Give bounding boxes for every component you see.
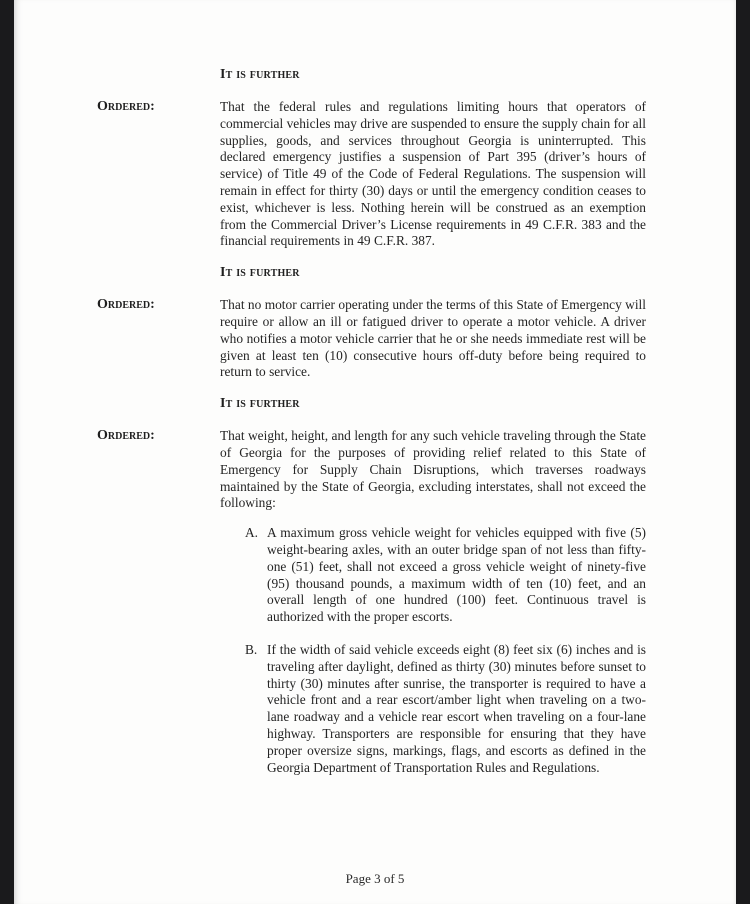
list-item-b (245, 642, 646, 776)
order-paragraph: That no motor carrier operating under the terms of this State of Emergency will require or allow an ill or fatigued driver to operate a motor vehicle. A driver who notifies a motor vehicle carrier that he or she needs immediate rest will be given at least ten (10) consecutive hours off-duty before being required to return to service. (220, 297, 646, 380)
order-paragraph: That weight, height, and length for any such vehicle traveling through the State of Georgia for the purposes of providing relief related to this State of Emergency for Supply Chain Disruptions, which traverses roadways maintained by the State of Georgia, excluding interstates, shall not exceed the following: (220, 428, 646, 511)
it-is-further-heading: It is further (220, 265, 300, 281)
order-paragraph: That the federal rules and regulations limiting hours that operators of commercial vehicles may drive are suspended to ensure the supply chain for all supplies, goods, and services throughout Georgia is uninterrupted. This declared emergency justifies a suspension of Part 395 (driver’s hours of service) of Title 49 of the Code of Federal Regulations. The suspension will remain in effect for thirty (30) days or until the emergency condition ceases to exist, whichever is less. Nothing herein will be construed as an exemption from the Commercial Driver’s License requirements in 49 C.F.R. 383 and the financial requirements in 49 C.F.R. 387. (220, 99, 646, 249)
order-row (97, 297, 646, 381)
list-item-a (245, 525, 646, 626)
ordered-label: Ordered: (97, 428, 155, 444)
order-row (97, 99, 646, 250)
page-number-footer: Page 3 of 5 (345, 871, 405, 886)
ordered-label: Ordered: (97, 297, 155, 313)
conditions-list (97, 525, 646, 776)
order-section-1 (97, 66, 646, 250)
order-section-2 (97, 264, 646, 381)
left-black-border (0, 0, 14, 904)
list-item-text: A maximum gross vehicle weight for vehicles equipped with five (5) weight-bearing axles, with an outer bridge span of not less than fifty-one (51) feet, shall not exceed a gross vehicle weight of ninety-five (95) thousand pounds, a maximum width of ten (10) feet, and an overall length of one hundred (100) feet. Continuous travel is authorized with the proper escorts. (267, 525, 646, 625)
ordered-label: Ordered: (97, 99, 155, 114)
order-section-3 (97, 395, 646, 776)
it-is-further-heading: It is further (220, 396, 300, 412)
list-marker: A. (245, 525, 259, 541)
document-page (14, 0, 736, 904)
it-is-further-heading: It is further (220, 67, 300, 82)
right-black-border (736, 0, 750, 904)
order-row (97, 428, 646, 512)
list-marker: B. (245, 641, 258, 657)
document-content (97, 66, 646, 776)
list-item-text: If the width of said vehicle exceeds eight (8) feet six (6) inches and is traveling after daylight, defined as thirty (30) minutes before sunset to thirty (30) minutes after sunrise, the transporter is required to have a vehicle front and a rear escort/amber light when traveling on a two-lane roadway and a vehicle rear escort when traveling on a four-lane highway. Transporters are responsible for ensuring that they have proper oversize signs, markings, flags, and escorts as defined in the Georgia Department of Transportation Rules and Regulations. (267, 641, 646, 775)
